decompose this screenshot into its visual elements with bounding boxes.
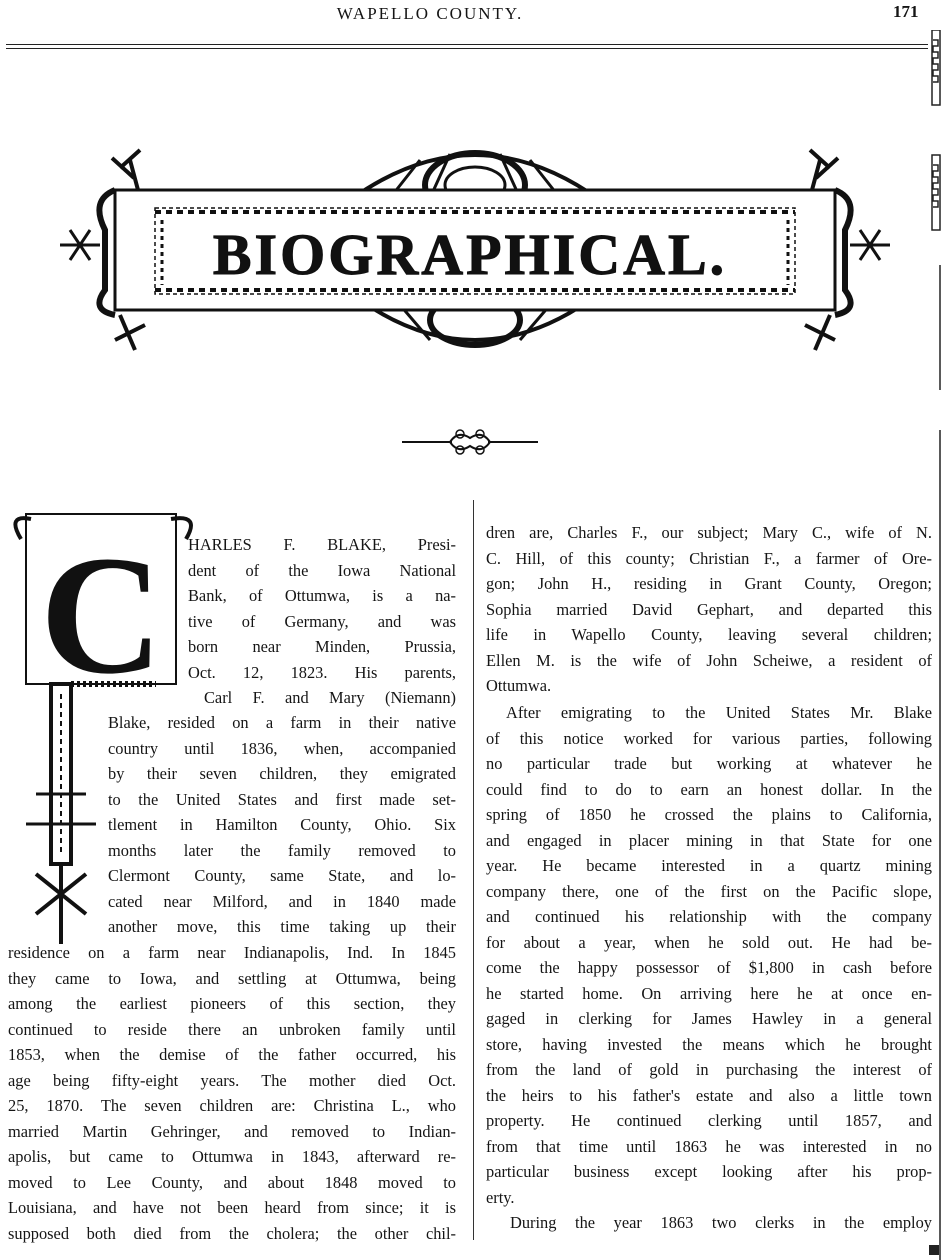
- text-line: life in Wapello County, leaving several children;: [486, 625, 932, 644]
- running-head: WAPELLO COUNTY.: [336, 4, 524, 23]
- text-line: of this notice worked for various parties, following: [486, 728, 932, 748]
- text-line: cated near Milford, and in 1840 made: [108, 891, 456, 911]
- text-line: dren are, Charles F., our subject; Mary C., wife of N.: [486, 523, 932, 542]
- text-line: particular business except looking after his prop-: [486, 1162, 932, 1181]
- text-line: come the happy possessor of $1,800 in cash before: [486, 958, 932, 977]
- left-column-indent-2: [204, 685, 456, 711]
- text-line: supposed both died from the cholera; the other chil-: [8, 1223, 456, 1243]
- text-line: gon; John H., residing in Grant County, Oregon;: [486, 574, 932, 593]
- text-line: could find to do to earn an honest dollar. In the: [486, 779, 932, 799]
- text-line: apolis, but came to Ottumwa in 1843, afterward re-: [8, 1147, 456, 1166]
- text-line: Sophia married David Gephart, and departed this: [486, 599, 932, 619]
- text-line: company there, one of the first on the Pacific slope,: [486, 881, 932, 901]
- text-line: C. Hill, of this county; Christian F., a farmer of Ore-: [486, 548, 932, 568]
- text-line: Oct. 12, 1823. His parents,: [188, 662, 456, 682]
- left-column-indent-1: [188, 532, 456, 685]
- text-line: months later the family removed to: [108, 840, 456, 860]
- text-line: born near Minden, Prussia,: [188, 637, 456, 656]
- text-line: residence on a farm near Indianapolis, Ind. In 1845: [8, 943, 456, 962]
- left-column-body: [8, 940, 456, 1246]
- text-line: age being fifty-eight years. The mother died Oct.: [8, 1070, 456, 1090]
- text-line: dent of the Iowa National: [188, 560, 456, 580]
- text-line: for about a year, when he sold out. He had be-: [486, 932, 932, 952]
- text-line: tlement in Hamilton County, Ohio. Six: [108, 815, 456, 834]
- text-line: property. He continued clerking until 1857, and: [486, 1111, 932, 1130]
- text-line: 25, 1870. The seven children are: Christina L., who: [8, 1096, 456, 1115]
- text-line: HARLES F. BLAKE, Presi-: [188, 535, 456, 554]
- text-line: Blake, resided on a farm in their native: [108, 713, 456, 732]
- text-line: from that time until 1863 he was interested in no: [486, 1136, 932, 1156]
- text-line: and continued his relationship with the company: [486, 907, 932, 926]
- text-line: Clermont County, same State, and lo-: [108, 866, 456, 885]
- text-line: by their seven children, they emigrated: [108, 764, 456, 783]
- drop-cap-letter: C: [40, 521, 163, 709]
- divider-ornament: [402, 426, 538, 458]
- header-rule: [6, 44, 928, 49]
- text-line: no particular trade but working at whatever he: [486, 754, 932, 773]
- text-line: country until 1836, when, accompanied: [108, 738, 456, 758]
- text-line: Louisiana, and have not been heard from since; it is: [8, 1198, 456, 1217]
- corner-mark: [928, 1244, 940, 1256]
- text-line: Bank, of Ottumwa, is a na-: [188, 586, 456, 605]
- page-number: 171: [893, 2, 919, 21]
- banner-title: BIOGRAPHICAL.: [212, 222, 728, 287]
- right-column-para-1: [486, 520, 932, 699]
- left-column-indent-3: [108, 710, 456, 940]
- text-line: year. He became interested in a quartz mining: [486, 856, 932, 875]
- text-line: to the United States and first made set-: [108, 789, 456, 809]
- right-column-para-2: [486, 726, 932, 1211]
- text-line: store, having invested the means which he brought: [486, 1034, 932, 1054]
- text-line: 1853, when the demise of the father occurred, his: [8, 1045, 456, 1064]
- text-line: married Martin Gehringer, and removed to Indian-: [8, 1121, 456, 1141]
- right-column-para-2-first: [506, 700, 932, 726]
- text-line: the heirs to his father's estate and also a little town: [486, 1085, 932, 1105]
- text-line: among the earliest pioneers of this section, they: [8, 994, 456, 1013]
- column-rule: [473, 500, 474, 1240]
- text-line: from the land of gold in purchasing the interest of: [486, 1060, 932, 1079]
- text-line: Carl F. and Mary (Niemann): [204, 688, 456, 707]
- text-line: spring of 1850 he crossed the plains to California,: [486, 805, 932, 824]
- right-column-para-3: [510, 1210, 932, 1236]
- text-line: moved to Lee County, and about 1848 moved to: [8, 1172, 456, 1192]
- text-line: erty.: [486, 1187, 515, 1207]
- text-line: After emigrating to the United States Mr. Blake: [506, 703, 932, 722]
- text-line: Ellen M. is the wife of John Scheiwe, a resident of: [486, 650, 932, 670]
- text-line: During the year 1863 two clerks in the employ: [510, 1213, 932, 1232]
- text-line: and engaged in placer mining in that State for one: [486, 830, 932, 850]
- text-line: tive of Germany, and was: [188, 611, 456, 631]
- text-line: he started home. On arriving here he at once en-: [486, 983, 932, 1003]
- text-line: gaged in clerking for James Hawley in a general: [486, 1009, 932, 1028]
- text-line: another move, this time taking up their: [108, 917, 456, 936]
- text-line: they came to Iowa, and settling at Ottumwa, being: [8, 968, 456, 988]
- text-line: continued to reside there an unbroken family until: [8, 1019, 456, 1039]
- text-line: Ottumwa.: [486, 676, 552, 695]
